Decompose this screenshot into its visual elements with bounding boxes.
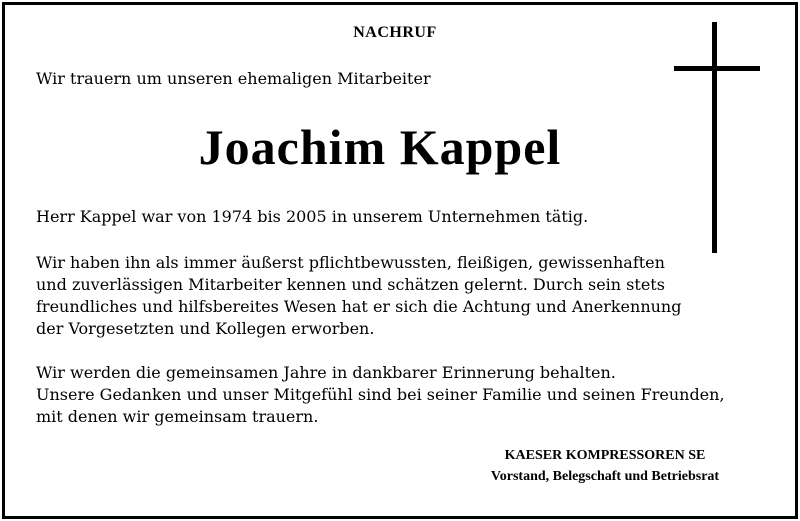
paragraph-line: Wir werden die gemeinsamen Jahre in dankbarer Erinnerung behalten. — [36, 363, 616, 382]
paragraph-line: mit denen wir gemeinsam trauern. — [36, 407, 319, 426]
paragraph-line: und zuverlässigen Mitarbeiter kennen und schätzen gelernt. Durch sein stets — [36, 275, 665, 294]
paragraph-line: Unsere Gedanken und unser Mitgefühl sind bei seiner Familie und seinen Freunden, — [36, 385, 725, 404]
company-signatories: Vorstand, Belegschaft und Betriebsrat — [490, 469, 720, 484]
paragraph-character — [36, 252, 681, 340]
intro-text: Wir trauern um unseren ehemaligen Mitarbeiter — [36, 69, 431, 88]
paragraph-line: Wir haben ihn als immer äußerst pflichtbewussten, fleißigen, gewissenhaften — [36, 253, 665, 272]
notice-heading: NACHRUF — [353, 24, 437, 41]
company-name: KAESER KOMPRESSOREN SE — [504, 448, 706, 463]
paragraph-line: Herr Kappel war von 1974 bis 2005 in unserem Unternehmen tätig. — [36, 207, 589, 226]
paragraph-line: der Vorgesetzten und Kollegen erworben. — [36, 319, 375, 338]
deceased-name: Joachim Kappel — [198, 119, 562, 175]
paragraph-remembrance — [36, 362, 725, 428]
paragraph-line: freundliches und hilfsbereites Wesen hat er sich die Achtung und Anerkennung — [36, 297, 682, 316]
paragraph-employment — [36, 206, 588, 228]
